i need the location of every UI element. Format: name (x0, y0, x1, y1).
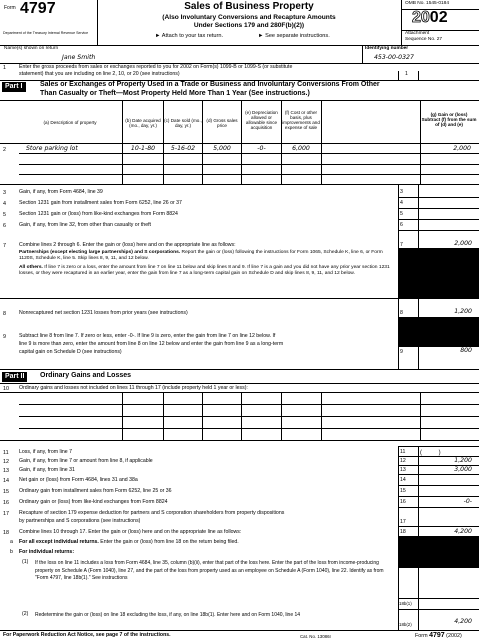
line-16-text: Ordinary gain or (loss) from like-kind exchanges from Form 8824 (19, 499, 168, 505)
line-9-number: 9 (3, 334, 6, 340)
table-row[interactable] (19, 154, 479, 164)
line-3-box: 3 (400, 189, 403, 195)
dept-label: Department of the Treasury Internal Revenue Service (3, 31, 89, 35)
col-g-header: (g) Gain or (loss) Subtract (f) from the sum of (d) and (e) (421, 112, 477, 128)
attachment-label: Attachment (405, 31, 430, 36)
form-label: Form (4, 5, 16, 11)
footer-form-id: Form 4797 (2002) (415, 632, 462, 639)
row-sales-price[interactable]: 5,000 (213, 145, 231, 152)
line-9-box: 9 (400, 349, 403, 355)
line-17-amount-field[interactable] (420, 518, 476, 526)
line-11-box: 11 (400, 449, 406, 455)
part-1-title-2: Than Casualty or Theft—Most Property Held More Than 1 Year (See instructions.) (40, 90, 310, 97)
table-row[interactable] (19, 393, 479, 403)
line-4-number: 4 (3, 201, 6, 207)
line-15-amount-field[interactable] (420, 487, 476, 495)
name-label: Name(s) shown on return (4, 46, 59, 51)
line-13-number: 13 (3, 468, 9, 474)
line-17-text-2: by partnerships and S corporations (see instructions) (19, 518, 141, 524)
line-18b2-amount[interactable]: 4,200 (454, 618, 472, 625)
line-18a-text: For all except individual returns. Enter the gain or (loss) from line 18 on the return being filed. (19, 539, 239, 545)
line-18b1-label: (1) (22, 559, 29, 565)
line-12-amount[interactable]: 1,200 (454, 457, 472, 464)
line-14-box: 14 (400, 477, 406, 483)
line-18-text: Combine lines 10 through 17. Enter the gain or (loss) here and on the appropriate line as follows: (19, 529, 242, 535)
line-4-box: 4 (400, 200, 403, 206)
see-instructions-note: ► See separate instructions. (258, 33, 330, 39)
line-9-text-3: capital gain on Schedule D (see instructions) (19, 349, 122, 355)
line-9-amount[interactable]: 800 (460, 347, 472, 354)
table-row[interactable] (19, 417, 479, 427)
shaded-area (398, 317, 479, 347)
line-18-number: 18 (3, 530, 9, 536)
part-1-badge: Part I (2, 82, 26, 92)
line-6-text: Gain, if any, from line 32, from other than casualty or theft (19, 222, 151, 228)
partnerships-instructions: Partnerships (except electing large partnerships) and S corporations. Report the gain or (loss) following the instructions for Form 1065, Schedule K, line 6, or Form 1120S, Schedule K, line 5. Skip lines 8, 9, 11, and 12 below. (19, 250, 383, 261)
line-17-box: 17 (400, 519, 406, 525)
row-depreciation[interactable]: -0- (257, 145, 266, 152)
table-row[interactable] (19, 165, 479, 174)
paperwork-notice: For Paperwork Reduction Act Notice, see page 7 of the instructions. (3, 632, 171, 638)
line-11-text: Loss, if any, from line 7 (19, 449, 72, 455)
line-3-text: Gain, if any, from Form 4684, line 39 (19, 189, 103, 195)
form-number: 4797 (20, 0, 56, 17)
shaded-area (398, 536, 479, 568)
col-d-header: (d) Gross sales price (206, 118, 238, 129)
row-description[interactable]: Store parking lot (26, 145, 78, 152)
row-date-acquired[interactable]: 10-1-80 (130, 145, 156, 152)
line-13-text: Gain, if any, from line 31 (19, 467, 75, 473)
line-6-number: 6 (3, 223, 6, 229)
part-2-badge: Part II (2, 372, 27, 382)
line-2-number: 2 (3, 147, 6, 153)
line-6-amount-field[interactable] (420, 221, 476, 229)
attach-note: ► Attach to your tax return. (155, 33, 224, 39)
line-9-text-2: line 9 is more than zero, enter the amount from line 8 on line 12 below and enter the gain from line 9 as a long-term (19, 341, 284, 347)
table-row[interactable] (19, 405, 479, 415)
line-4-text: Section 1231 gain from installment sales from Form 6252, line 26 or 37 (19, 200, 182, 206)
line-18b2-label: (2) (22, 611, 29, 617)
line-7-box: 7 (400, 242, 403, 248)
line-18b1-amount-field[interactable] (420, 600, 476, 608)
line-1-box-number: 1 (405, 71, 408, 77)
line-14-text: Net gain or (loss) from Form 4684, lines 31 and 38a (19, 477, 138, 483)
row-basis[interactable]: 6,000 (292, 145, 310, 152)
line-8-box: 8 (400, 310, 403, 316)
line-18b1-text: If the loss on line 11 includes a loss from Form 4684, line 35, column (b)(ii), enter that part of the loss here. Enter the part of the loss from income-producing property on Schedule A (Form 1040), line 27, and the part of the loss from property used as an employee on Schedule A (Form 1040), line 22. Identify as from "Form 4797, line 18b(1)." See instructions (35, 560, 384, 581)
line-13-box: 13 (400, 467, 406, 473)
line-12-text: Gain, if any, from line 7 or amount from line 8, if applicable (19, 458, 153, 464)
form-title: Sales of Business Property (184, 1, 314, 12)
row-date-sold[interactable]: 5-16-02 (170, 145, 196, 152)
line-5-text: Section 1231 gain or (loss) from like-kind exchanges from Form 8824 (19, 211, 178, 217)
form-subtitle-1: (Also Involuntary Conversions and Recapture Amounts (162, 14, 336, 21)
line-14-number: 14 (3, 478, 9, 484)
line-18b1-box: 18b(1) (399, 601, 412, 606)
line-4-amount-field[interactable] (420, 199, 476, 207)
line-7-number: 7 (3, 243, 6, 249)
line-1-text-1: Enter the gross proceeds from sales or exchanges reported to you for 2002 on Form(s) 1099-B or 1099-S (or substitute (19, 64, 293, 70)
part-2-title: Ordinary Gains and Losses (40, 372, 132, 379)
line-18a-label: a (10, 539, 13, 545)
line-8-amount[interactable]: 1,200 (454, 308, 472, 315)
line-6-box: 6 (400, 222, 403, 228)
line-5-number: 5 (3, 212, 6, 218)
line-1-text-2: statement) that you are including on line 2, 10, or 20 (see instructions) (19, 71, 180, 77)
line-1-amount-field[interactable] (420, 72, 472, 79)
line-1-number: 1 (3, 65, 6, 71)
col-b-header: (b) Date acquired (mo., day, yr.) (125, 118, 161, 129)
line-16-number: 16 (3, 500, 9, 506)
line-15-number: 15 (3, 489, 9, 495)
line-5-amount-field[interactable] (420, 210, 476, 218)
all-others-instructions: All others. If line 7 is zero or a loss, enter the amount from line 7 on line 11 below and skip lines 8 and 9. If line 7 is a gain and you did not have any prior year section 1231 losses, or they were recaptured in an earlier year, enter the gain from line 7 as a long-term capital gain on Schedule D and skip lines 8, 9, 11, and 12 below. (19, 265, 390, 276)
line-14-amount-field[interactable] (420, 476, 476, 484)
col-c-header: (c) Date sold (mo., day, yr.) (164, 118, 202, 129)
line-18-amount[interactable]: 4,200 (454, 528, 472, 535)
line-12-box: 12 (400, 458, 406, 464)
line-5-box: 5 (400, 211, 403, 217)
col-a-header: (a) Description of property (43, 120, 97, 125)
line-16-box: 16 (400, 499, 406, 505)
line-8-number: 8 (3, 311, 6, 317)
line-10-text: Ordinary gains and losses not included on lines 11 through 17 (include property held 1 year or less): (19, 385, 248, 391)
line-18b-heading: For individual returns: (19, 549, 75, 555)
line-7-text: Combine lines 2 through 6. Enter the gain or (loss) here and on the appropriate line as follows: (19, 242, 236, 248)
line-18b-label: b (10, 549, 13, 555)
line-12-number: 12 (3, 459, 9, 465)
col-f-header: (f) Cost or other basis, plus improvements and expense of sale (282, 110, 320, 131)
line-17-text-1: Recapture of section 179 expense deduction for partners and S corporation shareholders from property dispositions (19, 510, 285, 516)
row-gain-loss[interactable]: 2,000 (453, 145, 471, 152)
taxpayer-id[interactable]: 453-00-0327 (374, 54, 414, 61)
line-15-text: Ordinary gain from installment sales from Form 6252, line 25 or 36 (19, 488, 172, 494)
line-18b2-text: Redetermine the gain or (loss) on line 18 excluding the loss, if any, on line 18b(1). Enter here and on Form 1040, line 14 (35, 612, 301, 618)
taxpayer-name[interactable]: Jane Smith (62, 54, 96, 61)
line-16-amount[interactable]: -0- (463, 498, 472, 505)
line-10-number: 10 (3, 386, 9, 392)
sequence-number: Sequence No. 27 (405, 37, 443, 42)
line-3-number: 3 (3, 190, 6, 196)
line-7-amount[interactable]: 2,000 (454, 240, 472, 247)
col-e-header: (e) Depreciation allowed or allowable since acquisition (245, 110, 278, 131)
line-17-number: 17 (3, 511, 9, 517)
line-3-amount-field[interactable] (420, 188, 476, 196)
line-15-box: 15 (400, 488, 406, 494)
tax-year: 2002 (412, 9, 448, 26)
form-subtitle-2: Under Sections 179 and 280F(b)(2)) (193, 22, 305, 29)
line-9-text-1: Subtract line 8 from line 7. If zero or less, enter -0-. If line 9 is zero, enter the gain from line 7 on line 12 below. If (19, 333, 276, 339)
line-8-text: Nonrecaptured net section 1231 losses from prior years (see instructions) (19, 310, 188, 316)
line-11-amount[interactable]: ( ) (420, 450, 441, 456)
shaded-area (398, 248, 479, 298)
line-18b2-box: 18b(2) (399, 622, 412, 627)
omb-number: OMB No. 1545-0184 (405, 1, 449, 6)
id-label: Identifying number (365, 46, 409, 51)
part-1-title-1: Sales or Exchanges of Property Used in a Trade or Business and Involuntary Conversions From Other (40, 81, 380, 88)
catalog-number: Cat. No. 13086I (300, 634, 331, 639)
line-13-amount[interactable]: 3,000 (454, 466, 472, 473)
table-row[interactable] (19, 429, 479, 439)
line-11-number: 11 (3, 450, 9, 456)
line-18-box: 18 (400, 529, 406, 535)
